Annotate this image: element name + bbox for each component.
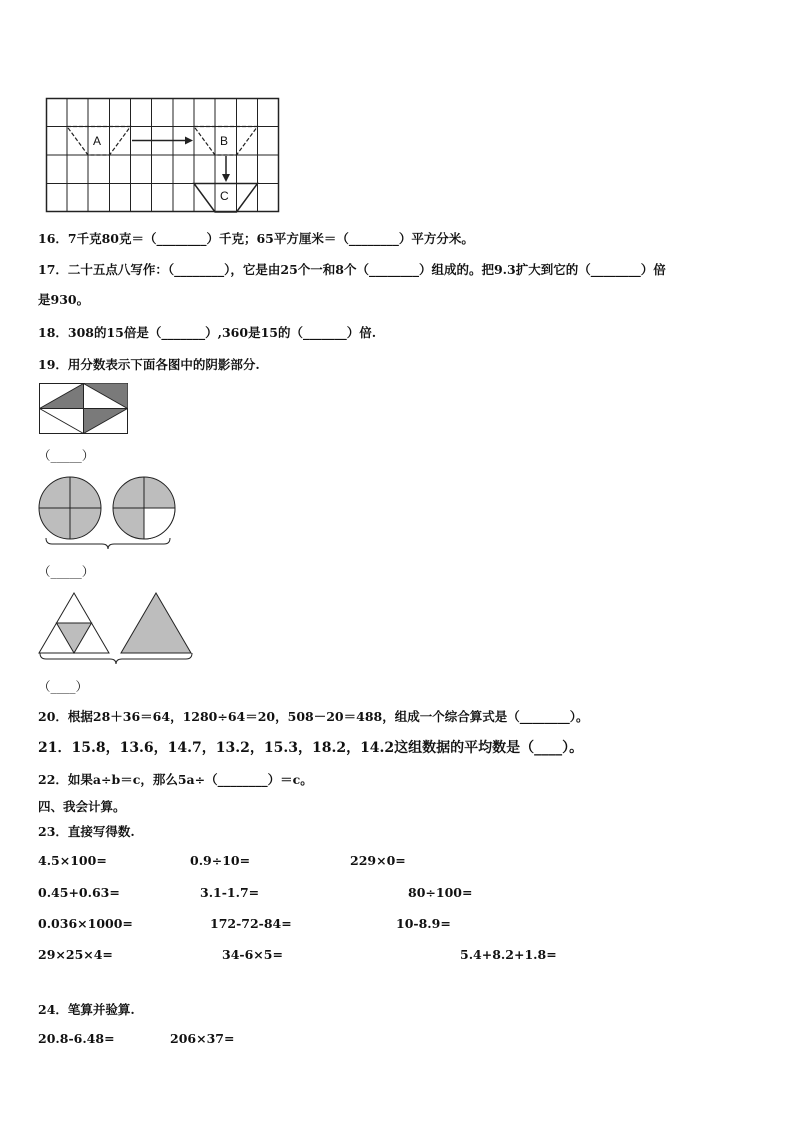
calc-r4c2: 34-6×5= (222, 947, 283, 962)
circles-fraction-figure (38, 476, 178, 550)
triangles-fraction-figure (38, 592, 194, 666)
calc-r1c1: 4.5×100= (38, 853, 107, 868)
question-22: 22．如果a÷b＝c，那么5a÷（________）＝c。 (38, 772, 313, 787)
label-b: B (220, 134, 229, 148)
calc-r3c2: 172-72-84= (210, 916, 292, 931)
label-c: C (220, 189, 229, 203)
calc24-c2: 206×37= (170, 1031, 235, 1046)
arrow-down-head (222, 174, 230, 182)
question-17-line2: 是930。 (38, 292, 90, 307)
circle-1 (39, 477, 101, 539)
calc24-c1: 20.8-6.48= (38, 1031, 115, 1046)
calc-r2c2: 3.1-1.7= (200, 885, 260, 900)
section-4-title: 四、我会计算。 (38, 799, 126, 814)
question-18: 18．308的15倍是（_______）,360是15的（_______）倍. (38, 325, 377, 340)
question-24: 24．笔算并验算. (38, 1002, 135, 1017)
brace-1 (46, 538, 170, 549)
question-19-blank-2: （_____） (38, 564, 95, 579)
calc-r1c3: 229×0= (350, 853, 406, 868)
calc-r3c3: 10-8.9= (396, 916, 451, 931)
calc-r2c3: 80÷100= (408, 885, 473, 900)
triangle-1 (39, 593, 109, 653)
calc-r1c2: 0.9÷10= (190, 853, 251, 868)
brace-2 (40, 653, 192, 664)
calc-r4c3: 5.4+8.2+1.8= (460, 947, 557, 962)
question-19: 19．用分数表示下面各图中的阴影部分. (38, 357, 260, 372)
calc-r3c1: 0.036×1000= (38, 916, 133, 931)
arrow-right-head (185, 137, 193, 145)
grid-lines (46, 98, 279, 212)
question-20: 20．根据28＋36＝64，1280÷64＝20，508－20＝488，组成一个综合算式是（________）。 (38, 709, 589, 724)
circle-2 (113, 477, 175, 539)
question-17-line1: 17．二十五点八写作：（________），它是由25个一和8个（________）组成的。把9.3扩大到它的（________）倍 (38, 262, 666, 277)
question-21: 21．15.8，13.6，14.7，13.2，15.3，18.2，14.2这组数据的平均数是（____）。 (38, 740, 584, 756)
calc-r4c1: 29×25×4= (38, 947, 113, 962)
question-16: 16．7千克80克＝（________）千克；65平方厘米＝（________）平方分米。 (38, 231, 474, 246)
label-a: A (93, 134, 102, 148)
triangle-2 (121, 593, 191, 653)
calc-r2c1: 0.45+0.63= (38, 885, 120, 900)
grid-figure (46, 98, 280, 214)
question-19-blank-3: （____） (38, 679, 89, 694)
question-19-blank-1: （_____） (38, 448, 95, 463)
rectangle-fraction-figure (39, 383, 129, 435)
question-23: 23．直接写得数. (38, 824, 135, 839)
